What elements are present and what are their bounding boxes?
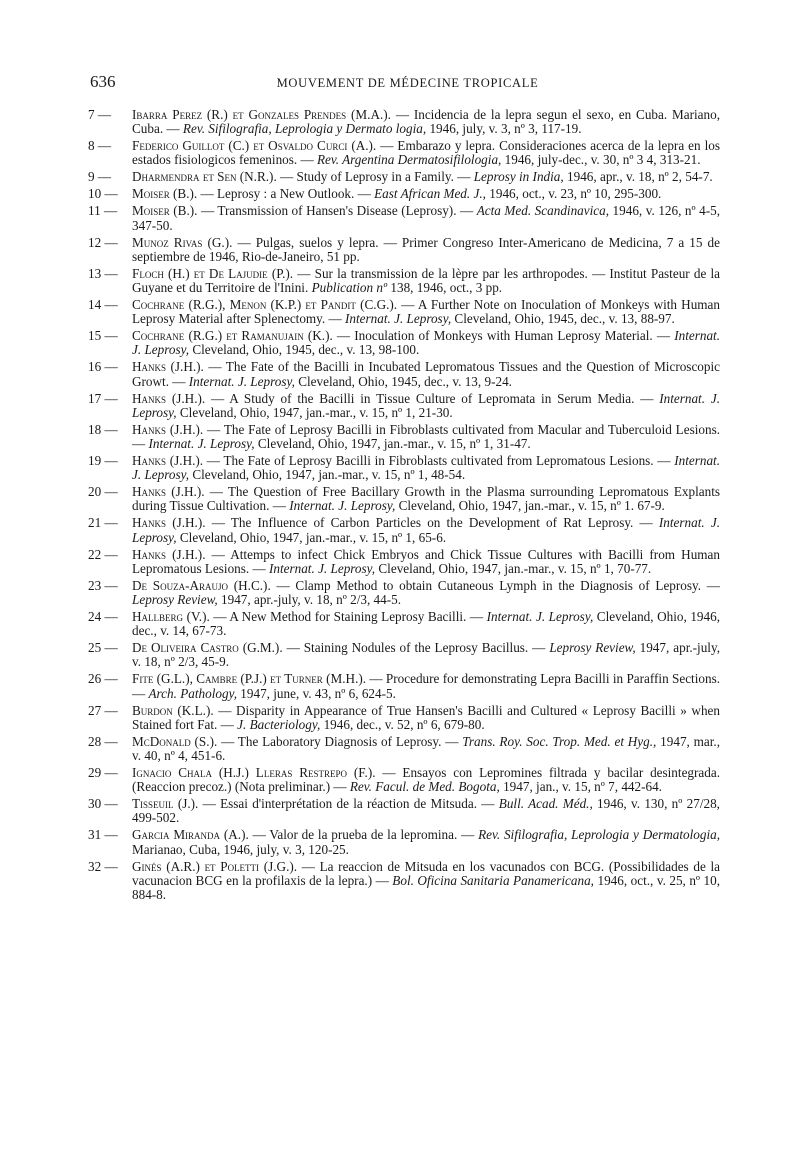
reference-journal: Internat. J. Leprosy, (132, 390, 720, 420)
reference-text: — Essai d'interprétation de la réaction de Mitsuda. — (198, 796, 499, 812)
reference-text: 1946, july, v. 3, nº 3, 117-19. (426, 121, 582, 137)
reference-authors: De Souza-Araujo (H.C.). (132, 577, 271, 593)
reference-text: 1946, july-dec., v. 30, nº 3 4, 313-21. (501, 152, 701, 168)
reference-authors: Federico Guillot (C.) et Osvaldo Curci (A.). (132, 138, 377, 154)
reference-journal: Publication nº (311, 280, 388, 296)
reference-entry (88, 641, 720, 669)
running-title: MOUVEMENT DE MÉDECINE TROPICALE (276, 76, 539, 90)
reference-text: 1946, v. 130, nº 27/28, 499-502. (132, 796, 720, 826)
reference-entry (88, 610, 720, 638)
reference-entry (88, 392, 720, 420)
reference-entry (88, 204, 720, 232)
reference-entry (88, 548, 720, 576)
reference-text: Cleveland, Ohio, 1947, jan.-mar., v. 15, nº 1. 67-9. (395, 498, 665, 514)
reference-number: 23 — (88, 577, 118, 593)
reference-number: 18 — (88, 421, 118, 437)
reference-text: — A Further Note on Inoculation of Monkeys with Human Leprosy Material after Splenectomy. — (132, 297, 720, 327)
reference-number: 30 — (88, 796, 118, 812)
reference-entry (88, 329, 720, 357)
reference-authors: Hanks (J.H.). (132, 515, 206, 531)
reference-number: 12 — (88, 234, 118, 250)
reference-authors: Ginés (A.R.) et Poletti (J.G.). (132, 858, 298, 874)
reference-journal: J. Bacteriology, (237, 716, 321, 732)
reference-text: — Disparity in Appearance of True Hansen's Bacilli and Cultured « Leprosy Bacilli » when Stained fort Fat. — (132, 702, 720, 732)
reference-authors: Hanks (J.H.). (132, 421, 204, 437)
reference-list (88, 108, 720, 905)
reference-journal: Rev. Argentina Dermatosifilologia, (316, 152, 502, 168)
reference-authors: Cochrane (R.G.) et Ramanujain (K.). (132, 328, 333, 344)
reference-text: — The Fate of Leprosy Bacilli in Fibroblasts cultivated from Macular and Tuberculoid Lesions. — (132, 421, 721, 452)
reference-number: 20 — (88, 484, 118, 500)
reference-entry (88, 766, 720, 794)
reference-journal: Leprosy Review, (132, 592, 218, 608)
reference-entry (88, 187, 720, 201)
reference-text: — The Question of Free Bacillary Growth in the Plasma surrounding Lepromatous Explants during Tissue Cultivation. — (132, 484, 720, 514)
reference-authors: Hanks (J.H.). (132, 453, 204, 469)
reference-number: 22 — (88, 546, 118, 562)
reference-authors: Burdon (K.L.). (132, 702, 214, 718)
reference-entry (88, 236, 720, 264)
reference-authors: Moiser (B.). (132, 203, 198, 219)
reference-number: 24 — (88, 609, 118, 625)
reference-text: — La reaccion de Mitsuda en los vacunados con BCG. (Possibilidades de la vacunacion BCG en la profilaxis de la lepra.) — (132, 858, 720, 888)
reference-text: — Incidencia de la lepra segun el sexo, en Cuba. Mariano, Cuba. — (132, 107, 720, 137)
reference-text: — Staining Nodules of the Leprosy Bacillus. — (282, 640, 550, 656)
reference-journal: Internat. J. Leprosy, (486, 609, 594, 625)
reference-journal: Internat. J. Leprosy, (268, 560, 376, 576)
reference-entry (88, 735, 720, 763)
reference-text: — Leprosy : a New Outlook. — (197, 186, 375, 202)
reference-authors: Fite (G.L.), Cambre (P.J.) et Turner (M.H.). (132, 671, 367, 687)
reference-journal: Internat. J. Leprosy, (148, 436, 255, 452)
reference-authors: Hanks (J.H.). (132, 390, 206, 406)
reference-entry (88, 860, 720, 903)
reference-number: 26 — (88, 671, 118, 687)
reference-entry (88, 170, 720, 184)
reference-authors: Hanks (J.H.). (132, 546, 206, 562)
reference-entry (88, 797, 720, 825)
reference-entry (88, 704, 720, 732)
reference-text: 1946, v. 126, nº 4-5, 347-50. (132, 203, 721, 233)
reference-text: Cleveland, Ohio, 1945, dec., v. 13, 88-97. (451, 311, 675, 327)
reference-journal: Internat. J. Leprosy, (132, 515, 720, 545)
reference-text: 1947, apr.-july, v. 18, nº 2/3, 44-5. (217, 592, 402, 608)
reference-authors: Cochrane (R.G.), Menon (K.P.) et Pandit (C.G.). (132, 297, 398, 313)
reference-journal: Internat. J. Leprosy, (132, 453, 721, 483)
reference-number: 14 — (88, 297, 118, 313)
reference-journal: Leprosy in India, (473, 169, 564, 185)
reference-entry (88, 298, 720, 326)
reference-number: 8 — (88, 138, 112, 154)
reference-journal: Acta Med. Scandinavica, (476, 203, 610, 219)
reference-text: — The Fate of the Bacilli in Incubated Lepromatous Tissues and the Question of Microscopic Growt. — (132, 359, 721, 389)
reference-number: 29 — (88, 765, 118, 781)
reference-text: Cleveland, Ohio, 1945, dec., v. 13, 98-100. (189, 342, 420, 358)
reference-text: — Sur la transmission de la lèpre par les arthropodes. — Institut Pasteur de la Guyane et du Territoire de l'Inini. (132, 265, 720, 296)
reference-text: — The Fate of Leprosy Bacilli in Fibroblasts cultivated from Lepromatous Lesions. — (203, 453, 675, 469)
reference-entry (88, 516, 720, 544)
reference-text: 1946, oct., v. 23, nº 10, 295-300. (485, 186, 662, 202)
reference-authors: Moiser (B.). (132, 186, 198, 202)
reference-number: 31 — (88, 827, 118, 843)
reference-journal: East African Med. J., (374, 186, 486, 202)
reference-text: — Study of Leprosy in a Family. — (276, 169, 474, 185)
reference-text: 1947, june, v. 43, nº 6, 624-5. (237, 685, 396, 701)
reference-journal: Leprosy Review, (549, 640, 636, 656)
reference-number: 19 — (88, 453, 118, 469)
page-number: 636 (90, 72, 116, 91)
reference-journal: Rev. Sifilografia, Leprologia y Dermato logia, (182, 121, 427, 137)
reference-entry (88, 454, 720, 482)
reference-entry (88, 485, 720, 513)
reference-text: — The Laboratory Diagnosis of Leprosy. — (217, 733, 463, 749)
reference-journal: Internat. J. Leprosy, (188, 373, 295, 389)
reference-authors: Dharmendra et Sen (N.R.). (132, 169, 277, 185)
reference-journal: Rev. Facul. de Med. Bogota, (349, 779, 500, 795)
reference-entry (88, 828, 720, 856)
reference-authors: Garcia Miranda (A.). (132, 827, 249, 843)
reference-text: — Transmission of Hansen's Disease (Leprosy). — (197, 203, 477, 219)
reference-journal: Trans. Roy. Soc. Trop. Med. et Hyg., (462, 733, 657, 749)
reference-text: Cleveland, Ohio, 1947, jan.-mar., v. 15, nº 1, 21-30. (176, 404, 453, 420)
reference-text: — Attemps to infect Chick Embryos and Chick Tissue Cultures with Bacilli from Human Lepromatous Lesions. — (132, 546, 720, 576)
reference-journal: Internat. J. Leprosy, (132, 328, 721, 358)
reference-text: — A Study of the Bacilli in Tissue Culture of Lepromata in Serum Media. — (205, 390, 660, 406)
reference-entry (88, 139, 720, 167)
reference-entry (88, 267, 720, 295)
reference-number: 25 — (88, 640, 118, 656)
reference-journal: Rev. Sifilografia, Leprologia y Dermatologia, (478, 827, 720, 843)
reference-text: — Procedure for demonstrating Lepra Bacilli in Paraffin Sections. — (132, 671, 721, 701)
reference-number: 17 — (88, 390, 118, 406)
reference-number: 32 — (88, 858, 118, 874)
reference-number: 7 — (88, 107, 112, 122)
reference-authors: Hanks (J.H.). (132, 484, 205, 500)
reference-text: — Inoculation of Monkeys with Human Leprosy Material. — (332, 328, 675, 344)
reference-text: Cleveland, Ohio, 1947, jan.-mar., v. 15, nº 1, 31-47. (254, 436, 531, 452)
reference-text: — Clamp Method to obtain Cutaneous Lymph in the Diagnosis of Leprosy. — (270, 577, 720, 593)
reference-authors: McDonald (S.). (132, 733, 218, 749)
reference-text: — The Influence of Carbon Particles on the Development of Rat Leprosy. — (205, 515, 659, 531)
reference-text: — Ensayos con Lepromines filtrada y bacilar desintegrada. (Reaccion precoz.) (Nota preliminar.) — (132, 765, 721, 795)
reference-number: 21 — (88, 515, 118, 531)
reference-text: Cleveland, Ohio, 1947, jan.-mar., v. 15, nº 1, 65-6. (176, 529, 447, 545)
reference-authors: De Oliveira Castro (G.M.). (132, 640, 283, 656)
reference-entry (88, 672, 720, 700)
reference-entry (88, 423, 720, 451)
reference-number: 13 — (88, 265, 118, 281)
reference-journal: Internat. J. Leprosy, (345, 311, 452, 327)
reference-text: Marianao, Cuba, 1946, july, v. 3, 120-25. (132, 841, 349, 857)
reference-authors: Hanks (J.H.). (132, 359, 204, 375)
reference-entry (88, 360, 720, 388)
reference-text: — A New Method for Staining Leprosy Bacilli. — (209, 609, 487, 625)
reference-text: Cleveland, Ohio, 1946, dec., v. 14, 67-73. (132, 609, 720, 639)
reference-text: 1947, jan., v. 15, nº 7, 442-64. (499, 779, 662, 795)
reference-number: 28 — (88, 733, 118, 749)
reference-authors: Munoz Rivas (G.). (132, 234, 233, 250)
reference-number: 9 — (88, 169, 112, 185)
reference-authors: Tisseuil (J.). (132, 796, 199, 812)
reference-text: — Pulgas, suelos y lepra. — Primer Congreso Inter-Americano de Medicina, 7 a 15 de septiembre de 1946, Rio-de-Janeiro, 51 pp. (132, 234, 721, 264)
reference-text: — Valor de la prueba de la lepromina. — (248, 827, 479, 843)
reference-authors: Floch (H.) et De Lajudie (P.). (132, 265, 294, 281)
reference-journal: Internat. J. Leprosy, (289, 498, 396, 514)
reference-number: 27 — (88, 702, 118, 718)
reference-text: — Embarazo y lepra. Consideraciones acerca de la lepra en los estados fisiologicos femeninos. — (132, 138, 720, 168)
reference-number: 11 — (88, 203, 118, 219)
reference-number: 16 — (88, 359, 118, 375)
reference-entry (88, 108, 720, 136)
reference-text: 1946, apr., v. 18, nº 2, 54-7. (563, 169, 713, 185)
reference-authors: Ibarra Perez (R.) et Gonzales Prendes (M.A.). (132, 107, 391, 122)
reference-text: 1946, oct., v. 25, nº 10, 884-8. (132, 872, 720, 903)
reference-number: 10 — (88, 186, 118, 202)
reference-journal: Arch. Pathology, (148, 685, 237, 701)
reference-entry (88, 579, 720, 607)
reference-text: 1947, apr.-july, v. 18, nº 2/3, 45-9. (132, 640, 720, 670)
reference-authors: Hallberg (V.). (132, 609, 210, 625)
reference-text: 1947, mar., v. 40, nº 4, 451-6. (132, 733, 720, 764)
reference-text: Cleveland, Ohio, 1945, dec., v. 13, 9-24. (294, 373, 512, 389)
reference-text: 138, 1946, oct., 3 pp. (387, 280, 503, 296)
reference-number: 15 — (88, 328, 118, 344)
reference-journal: Bull. Acad. Méd., (498, 796, 593, 812)
reference-text: 1946, dec., v. 52, nº 6, 679-80. (320, 716, 485, 732)
page-header (90, 72, 725, 94)
reference-journal: Bol. Oficina Sanitaria Panamericana, (392, 872, 594, 888)
reference-text: Cleveland, Ohio, 1947, jan.-mar., v. 15, nº 1, 70-77. (375, 560, 652, 576)
reference-authors: Ignacio Chala (H.J.) Lleras Restrepo (F.). (132, 765, 376, 781)
reference-text: Cleveland, Ohio, 1947, jan.-mar., v. 15, nº 1, 48-54. (189, 467, 466, 483)
